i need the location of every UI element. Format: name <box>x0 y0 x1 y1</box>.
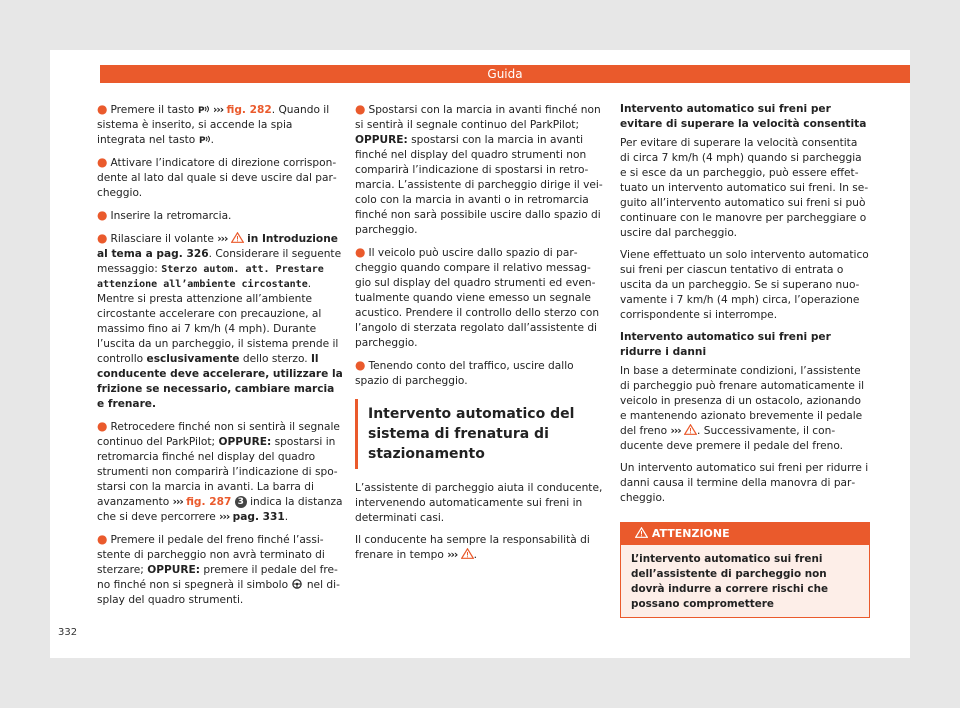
warning-title: ATTENZIONE <box>651 527 730 540</box>
page-number: 332 <box>58 627 78 638</box>
subheading: Intervento automatico sui freni per ridurre i danni <box>620 331 831 358</box>
list-item: ● Attivare l’indicatore di direzione corrispondente al lato dal quale si deve uscire dal parcheggio. <box>97 155 337 199</box>
warning-triangle-icon <box>461 548 474 559</box>
warning-triangle-icon <box>635 527 648 538</box>
warning-box <box>620 522 870 618</box>
column-right <box>620 102 870 618</box>
warning-text: L’intervento automatico sui freni dell’assistente di parcheggio non dovrà indurre a correre rischi che possano compromettere <box>631 553 829 610</box>
reference-arrows: ››› <box>172 496 183 508</box>
manual-page <box>50 50 910 658</box>
subheading: Intervento automatico sui freni per evitare di superare la velocità consentita <box>620 103 867 130</box>
warning-triangle-icon <box>684 424 697 435</box>
column-left <box>97 102 344 615</box>
list-item: ● Tenendo conto del traffico, uscire dallo spazio di parcheggio. <box>355 358 574 387</box>
figure-link[interactable]: fig. 282 <box>226 104 272 116</box>
paragraph: Il conducente ha sempre la responsabilità di frenare in tempo ››› . <box>355 534 590 561</box>
paragraph: Un intervento automatico sui freni per ridurre i danni causa il termine della manovra di parcheggio. <box>620 462 869 504</box>
list-item: ● Retrocedere finché non si sentirà il segnale continuo del ParkPilot; OPPURE: spostarsi in retromarcia finché nel display del quadro strumenti non comparirà l’indicazione di spostarsi con la marcia in avanti. La barra di avanzamento ››› fig. 287 3 indica la distanza che si deve percorrere ››› pag. 331. <box>97 419 343 523</box>
bullet-icon: ● <box>355 102 366 116</box>
warning-triangle-icon <box>231 232 244 243</box>
bullet-icon: ● <box>97 155 108 169</box>
paragraph: Per evitare di superare la velocità consentita di circa 7 km/h (4 mph) quando si parcheggia e si esce da un parcheggio, può essere effettuato un intervento automatico sui freni. In seguito all’intervento automatico sui freni si può continuare con le manovre per parcheggiare o uscire dal parcheggio. <box>620 137 869 239</box>
park-assist-icon <box>198 104 210 114</box>
svg-text:P: P <box>198 136 206 144</box>
list-item: ● Inserire la retromarcia. <box>97 208 232 222</box>
page-link[interactable]: pag. 331 <box>232 511 285 523</box>
reference-arrows: ››› <box>219 511 230 523</box>
steering-assist-icon <box>291 579 303 589</box>
park-assist-icon <box>199 134 211 144</box>
display-message: Sterzo autom. att. Prestare attenzione all’ambiente circostante <box>97 264 324 290</box>
reference-arrows: ››› <box>447 549 458 561</box>
reference-arrows: ››› <box>212 104 224 116</box>
warning-header <box>621 523 869 545</box>
svg-text:P: P <box>197 106 205 114</box>
callout-number-badge: 3 <box>235 496 247 508</box>
section-title: Intervento automatico del sistema di frenatura di stazionamento <box>355 399 603 469</box>
bullet-icon: ● <box>97 208 108 222</box>
reference-arrows: ››› <box>217 233 228 245</box>
paragraph: Viene effettuato un solo intervento automatico sui freni per ciascun tentativo di entrata o uscita da un parcheggio. Se si superano nuovamente i 7 km/h (4 mph) circa, l’operazione corrispondente si interrompe. <box>620 249 869 321</box>
reference-arrows: ››› <box>670 425 681 437</box>
bullet-icon: ● <box>97 231 108 245</box>
figure-link[interactable]: fig. 287 <box>186 496 232 508</box>
column-middle <box>355 102 603 570</box>
paragraph: In base a determinate condizioni, l’assistente di parcheggio può frenare automaticamente il veicolo in presenza di un ostacolo, azionando e mantenendo azionato brevemente il pedale del freno ››› . Successivamente, il conducente deve premere il pedale del freno. <box>620 365 865 452</box>
bullet-icon: ● <box>97 532 108 546</box>
bullet-icon: ● <box>355 245 366 259</box>
bullet-icon: ● <box>355 358 366 372</box>
chapter-header: Guida <box>100 65 910 83</box>
section-reference[interactable]: in Introduzione al tema a pag. 326 <box>97 233 338 260</box>
bullet-icon: ● <box>97 419 108 433</box>
bullet-icon: ● <box>97 102 108 116</box>
list-item: ● Premere il pedale del freno finché l’assistente di parcheggio non avrà terminato di sterzare; OPPURE: premere il pedale del freno finché non si spegnerà il simbolo nel display del quadro strumenti. <box>97 532 340 606</box>
list-item: ● Il veicolo può uscire dallo spazio di parcheggio quando compare il relativo messaggio sul display del quadro strumenti ed eventualmente quando viene emesso un segnale acustico. Prendere il controllo dello sterzo con l’angolo di sterzata regolato dall’assistente di parcheggio. <box>355 245 600 349</box>
list-item: ● Rilasciare il volante ››› in Introduzione al tema a pag. 326. Considerare il seguente messaggio: Sterzo autom. att. Prestare attenzione all’ambiente circostante. Mentre si presta attenzione all’ambiente circostante accelerare con precauzione, al massimo fino ai 7 km/h (4 mph). Durante l’uscita da un parcheggio, il sistema prende il controllo esclusivamente dello sterzo. Il conducente deve accelerare, utilizzare la frizione se necessario, cambiare marcia e frenare. <box>97 231 343 410</box>
paragraph: L’assistente di parcheggio aiuta il conducente, intervenendo automaticamente sui freni in determinati casi. <box>355 482 603 524</box>
list-item: ● Premere il tasto P ››› fig. 282. Quando il sistema è inserito, si accende la spia integrata nel tasto P . <box>97 102 330 146</box>
list-item: ● Spostarsi con la marcia in avanti finché non si sentirà il segnale continuo del ParkPilot; OPPURE: spostarsi con la marcia in avanti finché nel display del quadro strumenti non comparirà l’indicazione di spostarsi in retromarcia. L’assistente di parcheggio dirige il veicolo con la marcia in avanti o in retromarcia finché non sarà possibile uscire dallo spazio di parcheggio. <box>355 102 603 236</box>
